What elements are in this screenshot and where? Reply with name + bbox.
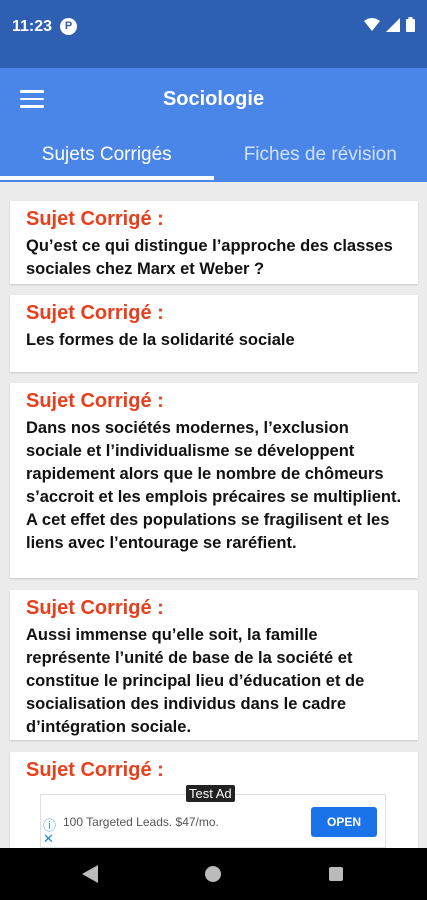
subject-card[interactable] [10, 201, 418, 284]
back-icon[interactable] [82, 865, 98, 883]
card-title: Sujet Corrigé : [26, 759, 164, 781]
system-navigation-bar [0, 848, 427, 900]
status-bar [0, 0, 427, 68]
ad-text: 100 Targeted Leads. $47/mo. [63, 815, 219, 829]
cellular-signal-icon [386, 18, 400, 32]
ad-info-icon[interactable]: ⓘ [43, 818, 57, 833]
subject-card[interactable] [10, 295, 418, 372]
ad-banner[interactable] [40, 786, 386, 848]
battery-icon [406, 17, 415, 32]
app-bar [0, 68, 427, 182]
home-icon[interactable] [205, 866, 221, 882]
card-title: Sujet Corrigé : [26, 208, 164, 230]
app-title: Sociologie [162, 88, 265, 110]
status-indicators [364, 17, 415, 32]
card-title: Sujet Corrigé : [26, 597, 164, 619]
tab-fiches-de-revision[interactable]: Fiches de révision [243, 144, 397, 165]
notification-app-icon: P [60, 18, 77, 35]
card-title: Sujet Corrigé : [26, 390, 164, 412]
wifi-icon [364, 18, 380, 32]
active-tab-indicator [0, 176, 214, 180]
ad-open-button[interactable]: OPEN [311, 807, 377, 837]
card-text: Dans nos sociétés modernes, l’exclusion sociale et l’individualisme se développent rapidement alors que le nombre de chômeurs s’accroit et les emplois précaires se multiplient. A cet effet des populations se fragilisent et les liens avec l’entourage se raréfient. [26, 419, 402, 552]
tab-sujets-corriges[interactable]: Sujets Corrigés [41, 144, 172, 165]
status-time: 11:23 [12, 18, 53, 35]
card-title: Sujet Corrigé : [26, 302, 164, 324]
ad-close-icon[interactable]: ✕ [43, 831, 54, 846]
subject-card[interactable] [10, 383, 418, 578]
subject-card[interactable] [10, 590, 418, 740]
test-ad-label: Test Ad [186, 785, 235, 802]
subject-list [0, 182, 427, 848]
card-text: Aussi immense qu’elle soit, la famille représente l’unité de base de la société et constitue le principal lieu d’éducation et de socialisation des individus dans le cadre d’intégration sociale. [26, 626, 365, 736]
recents-icon[interactable] [329, 867, 343, 881]
card-text: Les formes de la solidarité sociale [26, 331, 295, 349]
card-text: Qu’est ce qui distingue l’approche des classes sociales chez Marx et Weber ? [26, 237, 393, 278]
